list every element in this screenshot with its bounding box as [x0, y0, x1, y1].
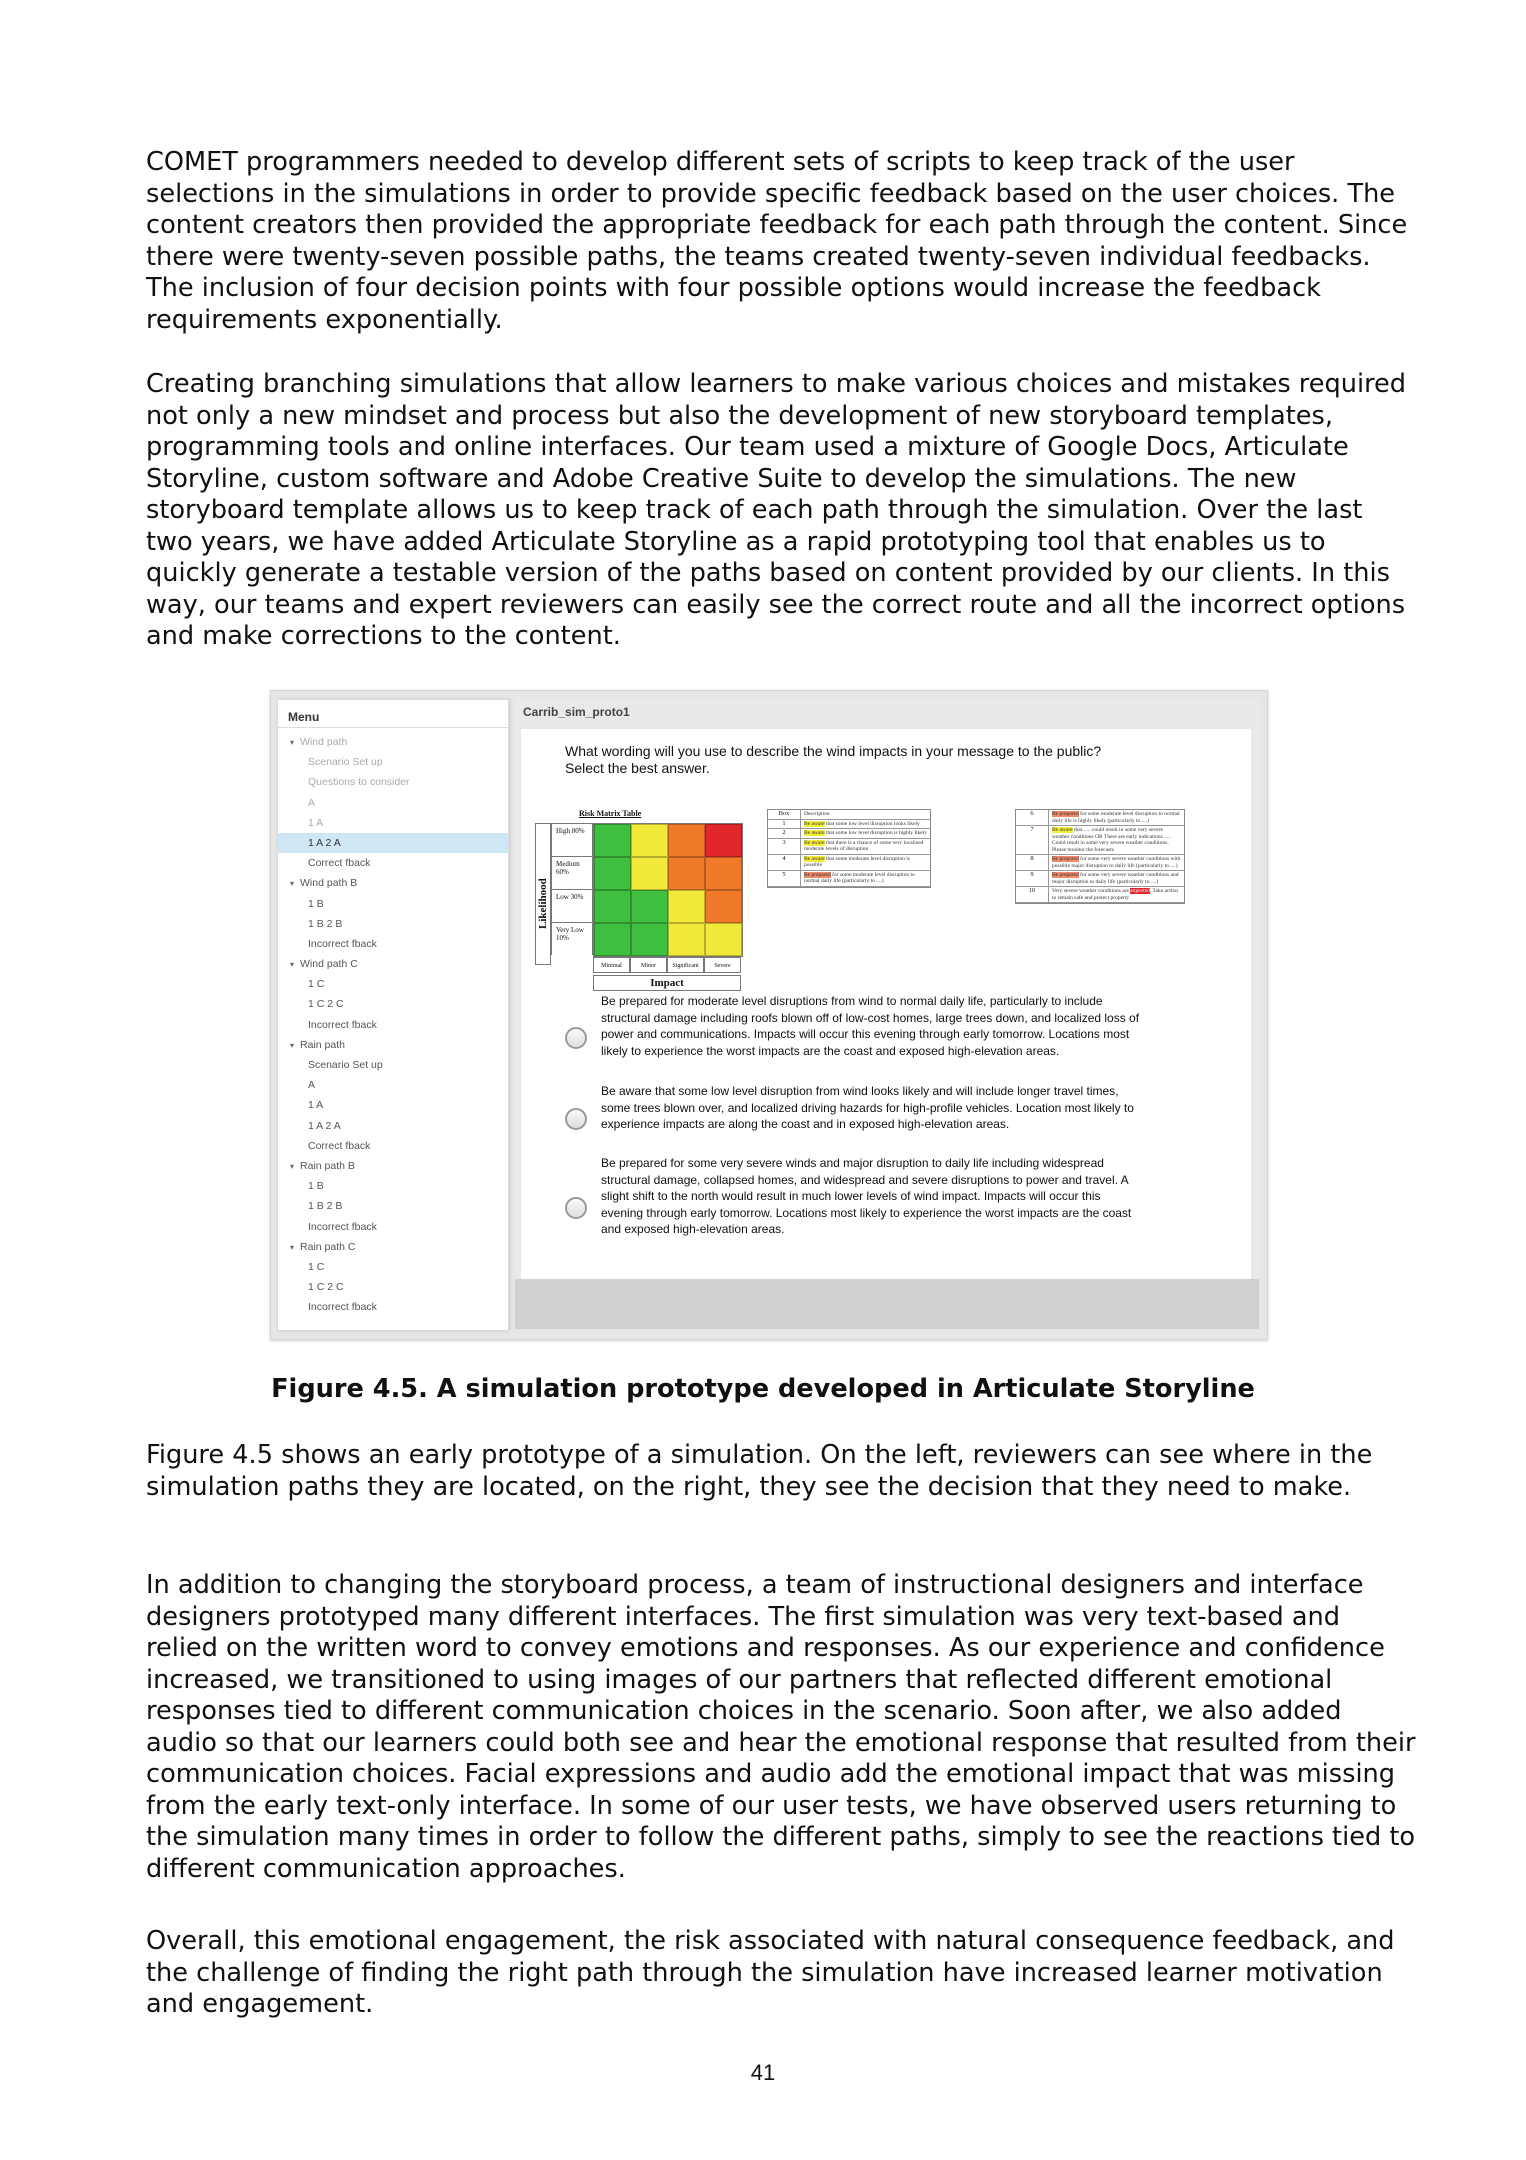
- table-cell-number: 7: [1016, 826, 1049, 854]
- risk-col-label: Minor: [630, 957, 667, 973]
- menu-item-label: 1 B 2 B: [308, 917, 343, 930]
- risk-cell: [631, 923, 668, 956]
- risk-cell: [705, 857, 742, 890]
- menu-item[interactable]: [278, 954, 508, 974]
- table-cell-description: [1049, 887, 1184, 902]
- risk-cell: [594, 890, 631, 923]
- risk-cell: [594, 857, 631, 890]
- menu-item[interactable]: [278, 1035, 508, 1055]
- table-cell-number: 1: [768, 820, 801, 829]
- menu-item[interactable]: [278, 894, 508, 914]
- description-text: that there is a chance of some very localized moderate levels of disruption: [804, 839, 924, 852]
- menu-item[interactable]: [278, 853, 508, 873]
- table-cell-description: [801, 855, 930, 870]
- table-row: [1016, 887, 1184, 903]
- risk-cell: [705, 923, 742, 956]
- expand-arrow-icon[interactable]: ▾: [290, 1161, 295, 1171]
- menu-title: Menu: [278, 700, 508, 728]
- menu-item[interactable]: [278, 813, 508, 833]
- question-text: What wording will you use to describe the wind impacts in your message to the public? Select the best answer.: [565, 743, 1102, 776]
- menu-item[interactable]: [278, 974, 508, 994]
- menu-item[interactable]: [278, 1015, 508, 1035]
- menu-item-label: Wind path C: [300, 958, 358, 971]
- menu-list: [278, 732, 508, 1317]
- menu-item-label: 1 B: [308, 1180, 324, 1193]
- menu-item-label: Rain path B: [300, 1159, 355, 1172]
- menu-item-label: Rain path: [300, 1038, 345, 1051]
- description-text: that some moderate level disruption is possible: [804, 855, 910, 868]
- table-row: [768, 871, 930, 887]
- risk-cell: [631, 824, 668, 857]
- option-text: Be aware that some low level disruption from wind looks likely and will include longer travel times, some trees blown over, and localized driving hazards for high-profile vehicles. Location most likely to experience impacts are along the coast and in exposed high-elevation areas.: [601, 1084, 1134, 1131]
- slide-area: [515, 699, 1259, 1329]
- menu-sidebar: [277, 699, 509, 1331]
- menu-item[interactable]: [278, 833, 508, 853]
- menu-item-label: Scenario Set up: [308, 756, 383, 769]
- menu-item[interactable]: [278, 1257, 508, 1277]
- description-text: that ..... could result in some very severe weather conditions OR There are early indications ..... Could result in some very severe weather conditions. Please monitor the forecasts: [1052, 827, 1172, 853]
- menu-item-label: 1 A: [308, 1099, 324, 1112]
- table-cell-number: 6: [1016, 810, 1049, 825]
- menu-item-label: Correct fback: [308, 857, 371, 870]
- description-text: that some low level disruption looks likely: [824, 820, 920, 827]
- risk-col-label: Minimal: [593, 957, 630, 973]
- menu-item[interactable]: [278, 1277, 508, 1297]
- table-row: [1016, 855, 1184, 871]
- expand-arrow-icon[interactable]: ▾: [290, 960, 295, 970]
- menu-item-label: Wind path: [300, 736, 348, 748]
- menu-item[interactable]: [278, 1176, 508, 1196]
- highlighted-phrase: Be aware: [804, 855, 825, 862]
- highlighted-phrase: Be aware: [1052, 827, 1073, 833]
- answer-option[interactable]: [565, 1083, 1135, 1149]
- highlighted-phrase: Be prepared: [1052, 856, 1079, 862]
- risk-col-label: Significant: [667, 957, 704, 973]
- description-text: Very severe weather conditions are: [1052, 888, 1131, 894]
- table-cell-number: 8: [1016, 855, 1049, 870]
- menu-item[interactable]: [278, 994, 508, 1014]
- table-row: [768, 820, 930, 830]
- risk-cell: [631, 890, 668, 923]
- menu-item-label: Incorrect fback: [308, 1301, 377, 1314]
- slide-title: Carrib_sim_proto1: [523, 705, 630, 719]
- highlighted-phrase: Be prepared: [1052, 872, 1079, 878]
- menu-item[interactable]: [278, 1237, 508, 1257]
- table-cell-number: 3: [768, 839, 801, 854]
- risk-cell: [594, 923, 631, 956]
- highlighted-phrase: Be aware: [804, 839, 825, 846]
- paragraph-1: COMET programmers needed to develop different sets of scripts to keep track of the user selections in the simulations in order to provide specific feedback based on the user choices. The content creators then provided the appropriate feedback for each path through the content. Since there were twenty-seven possible paths, the teams created twenty-seven individual feedbacks. The inclusion of four decision points with four possible options would increase the feedback requirements exponentially.: [146, 147, 1408, 335]
- expand-arrow-icon[interactable]: ▾: [290, 879, 295, 889]
- table-cell-number: 4: [768, 855, 801, 870]
- menu-item[interactable]: [278, 1156, 508, 1176]
- option-text: Be prepared for some very severe winds and major disruption to daily life including widespread structural damage, collapsed homes, and widespread and severe disruptions to power and travel. A slight shift to the north would result in much lower levels of wind impact. Impacts will occur this evening through early tomorrow. Locations most likely to experience the worst impacts are the coast and exposed high-elevation areas.: [601, 1156, 1132, 1236]
- table-row: [1016, 871, 1184, 887]
- expand-arrow-icon[interactable]: ▾: [290, 738, 295, 747]
- table-header-cell: Box: [768, 810, 801, 819]
- menu-item[interactable]: [278, 793, 508, 813]
- menu-item-label: 1 C 2 C: [308, 1281, 344, 1294]
- menu-item-label: 1 A 2 A: [308, 1119, 341, 1132]
- answer-option[interactable]: [565, 993, 1140, 1077]
- menu-item-label: 1 B 2 B: [308, 1200, 343, 1213]
- table-row: [768, 829, 930, 839]
- description-text: for some moderate level disruption to normal daily life is highly likely (particularly to ....): [1052, 811, 1180, 824]
- menu-item-label: A: [308, 796, 316, 809]
- table-row: [768, 855, 930, 871]
- table-row: [1016, 826, 1184, 855]
- table-row: [1016, 810, 1184, 826]
- figure-caption: Figure 4.5. A simulation prototype developed in Articulate Storyline: [271, 1374, 1255, 1404]
- radio-button[interactable]: [565, 1108, 587, 1130]
- description-text: that some low level disruption is highly likely: [824, 830, 927, 836]
- risk-cell: [705, 890, 742, 923]
- risk-cell: [668, 824, 705, 857]
- menu-item-label: 1 C: [308, 1260, 325, 1273]
- risk-row-label: Low 30%: [551, 889, 593, 922]
- table-cell-number: 2: [768, 829, 801, 838]
- menu-item[interactable]: [278, 914, 508, 934]
- description-text: for some very severe weather conditions and major disruption to daily life (particularly to ....): [1052, 872, 1179, 885]
- table-cell-description: [1049, 810, 1184, 825]
- table-cell-number: 5: [768, 871, 801, 886]
- player-bottom-bar: [515, 1279, 1259, 1329]
- description-table-1: [767, 809, 931, 888]
- menu-item-label: 1 A: [308, 816, 324, 829]
- menu-item-label: Incorrect fback: [308, 1220, 377, 1233]
- figure-screenshot: [270, 690, 1268, 1340]
- answer-option[interactable]: [565, 1155, 1135, 1255]
- risk-cell: [668, 857, 705, 890]
- table-cell-number: 9: [1016, 871, 1049, 886]
- risk-row-label: High 80%: [551, 823, 593, 856]
- paragraph-5: Overall, this emotional engagement, the risk associated with natural consequence feedback, and the challenge of finding the right path through the simulation have increased learner motivation and engagement.: [146, 1926, 1395, 2019]
- option-text: Be prepared for moderate level disruptions from wind to normal daily life, particularly to include structural damage including roofs blown off of low-cost homes, large trees down, and localized loss of power and communications. Impacts will occur this evening through early tomorrow. Locations most likely to experience the worst impacts are the coast and exposed high-elevation areas.: [601, 994, 1140, 1058]
- menu-item[interactable]: [278, 732, 508, 752]
- menu-item-label: Rain path C: [300, 1240, 356, 1253]
- menu-item[interactable]: [278, 934, 508, 954]
- menu-item-label: Wind path B: [300, 877, 358, 890]
- risk-cell: [668, 890, 705, 923]
- page-number: 41: [750, 2060, 776, 2085]
- impact-label: Impact: [593, 975, 741, 991]
- table-row: [768, 839, 930, 855]
- menu-item[interactable]: [278, 1217, 508, 1237]
- risk-cell: [594, 824, 631, 857]
- expand-arrow-icon[interactable]: ▾: [290, 1242, 295, 1252]
- table-cell-description: [1049, 826, 1184, 854]
- table-cell-description: [1049, 855, 1184, 870]
- description-table-2: [1015, 809, 1185, 904]
- menu-item[interactable]: [278, 752, 508, 772]
- description-text: for some very severe weather conditions with possible major disruption to daily life (particularly to ....): [1052, 856, 1181, 869]
- highlighted-phrase: Be aware: [804, 820, 825, 827]
- table-cell-description: [801, 820, 930, 829]
- menu-item-label: Incorrect fback: [308, 1018, 377, 1031]
- highlighted-phrase: expected: [1130, 888, 1150, 894]
- risk-row-label: Very Low 10%: [551, 922, 593, 955]
- highlighted-phrase: Be prepared: [804, 871, 831, 878]
- menu-item[interactable]: [278, 1297, 508, 1317]
- paragraph-2: Creating branching simulations that allow learners to make various choices and mistakes required not only a new mindset and process but also the development of new storyboard templates, programming tools and online interfaces. Our team used a mixture of Google Docs, Articulate Storyline, custom software and Adobe Creative Suite to develop the simulations. The new storyboard template allows us to keep track of each path through the simulation. Over the last two years, we have added Articulate Storyline as a rapid prototyping tool that enables us to quickly generate a testable version of the paths based on content provided by our clients. In this way, our teams and expert reviewers can easily see the correct route and all the incorrect options and make corrections to the content.: [146, 369, 1407, 651]
- menu-item[interactable]: [278, 1196, 508, 1216]
- paragraph-4: In addition to changing the storyboard process, a team of instructional designers and interface designers prototyped many different interfaces. The first simulation was very text-based and relied on the written word to convey emotions and responses. As our experience and confidence increased, we transitioned to using images of our partners that reflected different emotional responses tied to different communication choices in the scenario. Soon after, we also added audio so that our learners could both see and hear the emotional response that resulted from their communication choices. Facial expressions and audio add the emotional impact that was missing from the early text-only interface. In some of our user tests, we have observed users returning to the simulation many times in order to follow the different paths, simply to see the reactions tied to different communication approaches.: [146, 1570, 1416, 1884]
- menu-item[interactable]: [278, 772, 508, 792]
- expand-arrow-icon[interactable]: ▾: [290, 1040, 295, 1050]
- likelihood-label: Likelihood: [537, 878, 549, 929]
- risk-cell: [668, 923, 705, 956]
- highlighted-phrase: Be aware: [804, 830, 825, 836]
- description-text: . Take action to remain safe and protect property: [1052, 888, 1178, 901]
- menu-item-label: Incorrect fback: [308, 937, 377, 950]
- menu-item-label: Questions to consider: [308, 776, 410, 789]
- radio-button[interactable]: [565, 1027, 587, 1049]
- slide-canvas: [521, 729, 1251, 1279]
- radio-button[interactable]: [565, 1197, 587, 1219]
- highlighted-phrase: Be prepared: [1052, 811, 1079, 817]
- menu-item-label: 1 C 2 C: [308, 998, 344, 1011]
- table-header-row: [768, 810, 930, 820]
- table-cell-description: [801, 829, 930, 838]
- table-header-cell: Description: [804, 811, 830, 817]
- risk-matrix-grid: [593, 823, 743, 957]
- table-cell-description: [801, 871, 930, 886]
- risk-cell: [631, 857, 668, 890]
- menu-item[interactable]: [278, 1055, 508, 1075]
- risk-matrix-title: Risk Matrix Table: [579, 809, 642, 818]
- risk-col-label: Severe: [704, 957, 741, 973]
- risk-cell: [705, 824, 742, 857]
- menu-item-label: Scenario Set up: [308, 1059, 383, 1071]
- menu-item-label: 1 B: [308, 897, 324, 910]
- menu-item[interactable]: [278, 1136, 508, 1156]
- table-cell-description: [1049, 871, 1184, 886]
- menu-item-label: 1 A 2 A: [308, 836, 341, 849]
- menu-item-label: A: [308, 1079, 316, 1092]
- menu-item-label: 1 C: [308, 978, 325, 991]
- risk-row-label: Medium 60%: [551, 856, 593, 889]
- menu-item[interactable]: [278, 873, 508, 893]
- risk-row-labels: [551, 823, 593, 955]
- table-cell-description: [801, 839, 930, 854]
- menu-item-label: Correct fback: [308, 1139, 371, 1152]
- menu-item[interactable]: [278, 1116, 508, 1136]
- menu-item[interactable]: [278, 1075, 508, 1095]
- table-cell-number: 10: [1016, 887, 1049, 902]
- description-text: for some moderate level disruption to normal daily life (particularly to ....): [804, 871, 915, 884]
- risk-col-labels: [593, 957, 741, 973]
- menu-item[interactable]: [278, 1095, 508, 1115]
- paragraph-3: Figure 4.5 shows an early prototype of a simulation. On the left, reviewers can see where in the simulation paths they are located, on the right, they see the decision that they need to make.: [146, 1440, 1373, 1502]
